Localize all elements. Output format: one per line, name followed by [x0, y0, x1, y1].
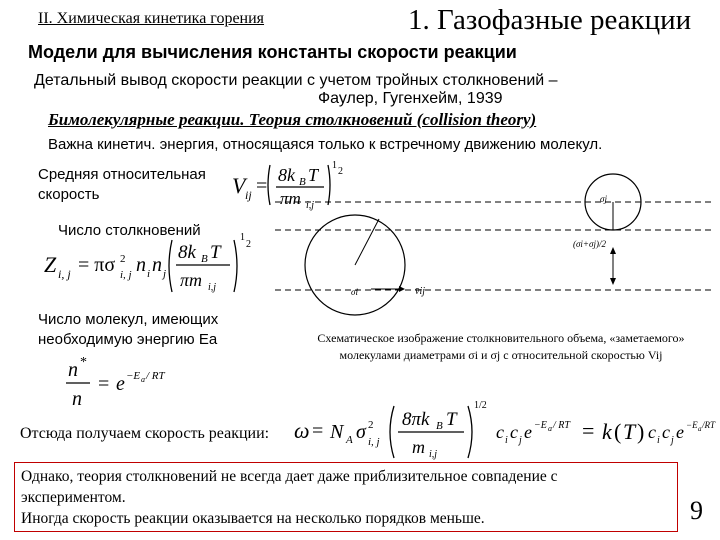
svg-text:a: a — [141, 375, 145, 384]
svg-text:V: V — [232, 173, 246, 198]
svg-text:8πk: 8πk — [402, 409, 430, 430]
svg-text:ω: ω — [294, 418, 310, 443]
svg-text:a: a — [698, 425, 702, 433]
bimolecular-title: Бимолекулярные реакции. Теория столкновений (collision theory) — [48, 110, 537, 129]
figure-caption: Схематическое изображение столкновительного объема, «заметаемого» молекулами диаметрами σi и σj с относительной скоростью Vij — [317, 331, 685, 362]
svg-text:1/2: 1/2 — [474, 400, 487, 411]
svg-text:c: c — [510, 422, 518, 442]
conclusion-box — [14, 462, 678, 532]
collision-count-label: Число столкновений — [58, 222, 201, 239]
svg-text:i: i — [505, 435, 508, 446]
velocity-label: v̄ij — [415, 286, 425, 297]
svg-text:−E: −E — [126, 370, 141, 382]
slide-title: 1. Газофазные реакции — [408, 4, 692, 36]
section-label: II. Химическая кинетика горения — [38, 10, 265, 27]
svg-text:i: i — [147, 268, 151, 280]
svg-text:πm: πm — [280, 189, 301, 208]
svg-text:B: B — [299, 176, 306, 188]
svg-text:=: = — [582, 418, 595, 443]
svg-text:): ) — [637, 419, 645, 444]
conclusion-line-1: Однако, теория столкновений не всегда дает даже приблизительное совпадение с — [21, 468, 558, 485]
svg-text:σ: σ — [356, 421, 366, 443]
svg-text:−E: −E — [686, 420, 698, 430]
svg-text:2: 2 — [368, 419, 374, 431]
svg-text:B: B — [201, 253, 208, 265]
svg-text:/ RT: / RT — [146, 370, 165, 382]
svg-text:i,j: i,j — [306, 200, 315, 211]
svg-text:Z: Z — [44, 252, 57, 277]
svg-text:2: 2 — [120, 253, 126, 265]
rate-intro: Отсюда получаем скорость реакции: — [20, 425, 270, 442]
svg-text:ij: ij — [245, 188, 252, 202]
svg-text:i: i — [657, 435, 660, 446]
svg-text:j: j — [671, 435, 674, 446]
svg-text:2: 2 — [338, 166, 343, 177]
svg-text:/ RT: / RT — [553, 420, 570, 431]
half-sum-label: (σi+σj)/2 — [573, 239, 606, 249]
conclusion-line-2: экспериментом. — [21, 489, 126, 506]
sigma-j-label: σj — [600, 194, 607, 204]
svg-text:(: ( — [614, 419, 622, 444]
svg-text:i, j: i, j — [58, 267, 71, 281]
reaction-rate-formula — [290, 398, 718, 464]
relative-speed-label: Средняя относительная скорость — [38, 166, 206, 203]
svg-text:=: = — [312, 420, 324, 442]
svg-text:*: * — [80, 355, 87, 370]
svg-text:c: c — [496, 422, 504, 442]
svg-text:k: k — [602, 419, 612, 444]
conclusion-line-3: Иногда скорость реакции оказывается на несколько порядков меньше. — [21, 510, 485, 527]
svg-text:e: e — [524, 422, 532, 442]
svg-text:c: c — [648, 422, 656, 442]
svg-text:−E: −E — [534, 420, 547, 431]
collision-volume-figure — [255, 155, 715, 330]
svg-text:πm: πm — [180, 270, 203, 290]
sigma-i-label: σi — [351, 287, 358, 297]
svg-text:n: n — [68, 359, 78, 381]
svg-text:1: 1 — [240, 232, 245, 243]
subtitle: Модели для вычисления константы скорости реакции — [28, 42, 517, 62]
description-line-1: Детальный вывод скорости реакции с учетом тройных столкновений – — [34, 72, 558, 89]
svg-text:=: = — [256, 175, 268, 197]
svg-text:m: m — [412, 437, 425, 457]
energy-fraction-formula — [64, 352, 194, 414]
svg-text:c: c — [662, 422, 670, 442]
description-line-2: Фаулер, Гугенхейм, 1939 — [318, 90, 503, 107]
svg-text:n: n — [72, 388, 82, 410]
molecules-energy-label: Число молекул, имеющих необходимую энергию Ea — [38, 311, 219, 348]
svg-text:i,j: i,j — [208, 282, 217, 293]
svg-text:T: T — [446, 409, 457, 430]
svg-text:e: e — [676, 422, 684, 442]
svg-text:8k: 8k — [178, 242, 196, 263]
svg-text:i, j: i, j — [368, 436, 380, 448]
svg-text:n: n — [152, 254, 162, 276]
svg-text:B: B — [436, 420, 443, 432]
svg-text:A: A — [346, 434, 353, 446]
svg-text:N: N — [330, 421, 344, 443]
svg-text:e: e — [116, 373, 125, 395]
svg-text:=: = — [98, 373, 110, 395]
svg-text:T: T — [210, 242, 221, 263]
svg-text:8k: 8k — [278, 165, 295, 185]
svg-text:a: a — [548, 424, 552, 433]
svg-text:1: 1 — [332, 160, 337, 171]
page-number: 9 — [690, 496, 703, 525]
collision-count-formula — [40, 232, 260, 300]
important-note: Важна кинетич. энергия, относящаяся только к встречному движению молекул. — [48, 136, 603, 153]
svg-text:j: j — [163, 268, 167, 280]
svg-text:2: 2 — [246, 239, 251, 250]
svg-text:= πσ: = πσ — [78, 254, 116, 276]
svg-text:T: T — [623, 419, 636, 444]
svg-text:i, j: i, j — [120, 269, 132, 281]
svg-text:j: j — [519, 435, 522, 446]
svg-text:T: T — [308, 165, 319, 185]
svg-text:/RT: /RT — [702, 420, 716, 430]
svg-text:i,j: i,j — [429, 449, 438, 460]
svg-text:n: n — [136, 254, 146, 276]
